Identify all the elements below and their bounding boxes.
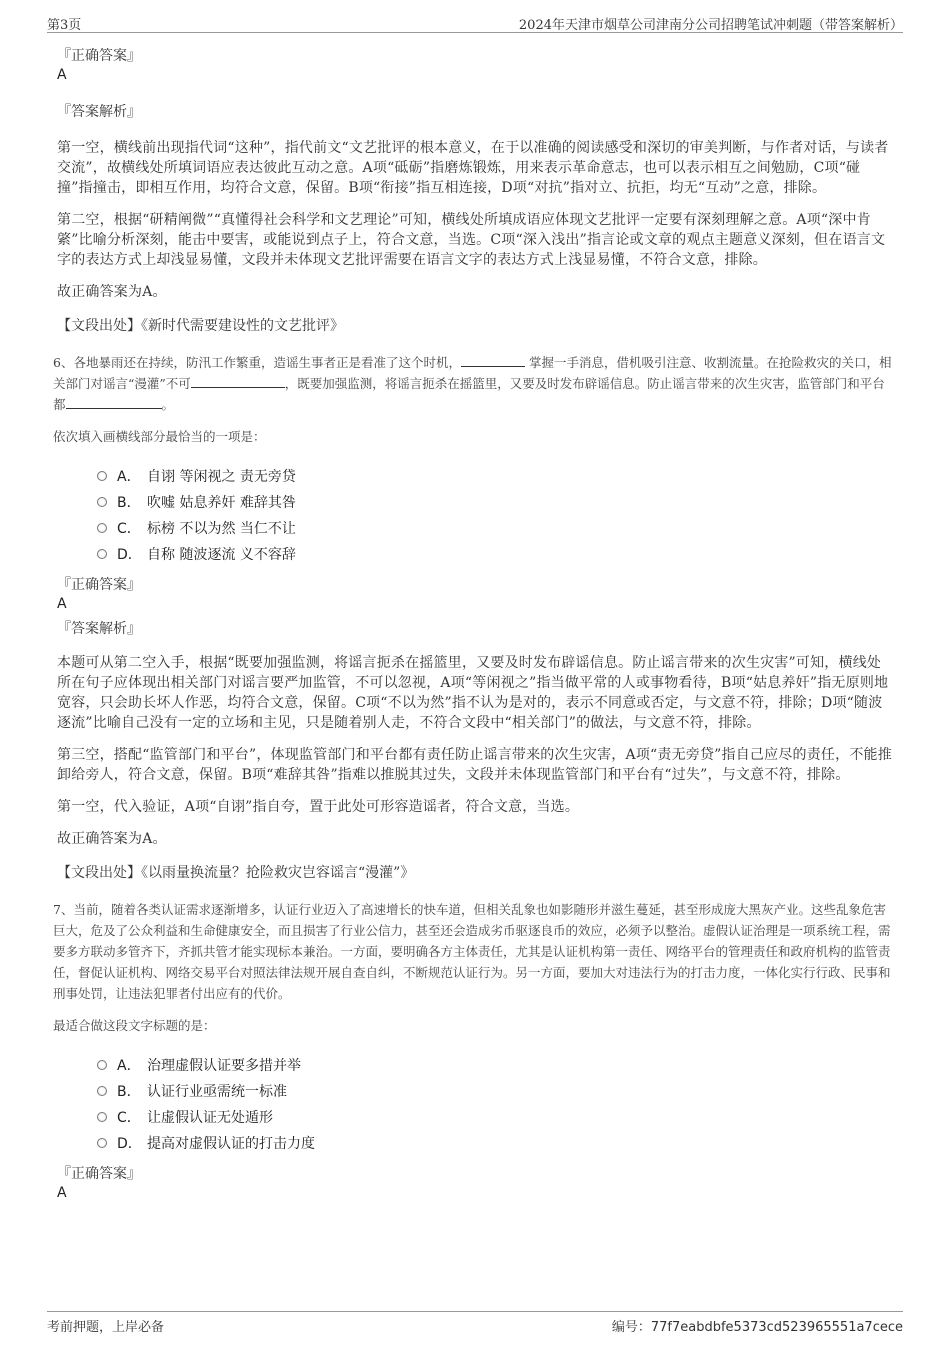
answer-label: 『正确答案』: [57, 577, 141, 593]
stem-text: ，既要加强监测，将谣言扼杀在摇篮里，又要及时发布辟谣信息。防止谣言带来的次生灾害，监管部门和平台都: [53, 376, 885, 412]
source-citation: 【文段出处】《以雨量换流量？抢险救灾岂容谣言“漫灌”》: [57, 865, 415, 881]
analysis-label: 『答案解析』: [57, 621, 141, 637]
blank-line: [191, 373, 285, 388]
question-prompt: 依次填入画横线部分最恰当的一项是：: [53, 429, 266, 444]
option-d[interactable]: D． 自称 随波逐流 义不容辞: [97, 541, 895, 567]
analysis-conclusion: 故正确答案为A。: [57, 831, 167, 847]
answer-label: 『正确答案』: [57, 48, 141, 64]
radio-icon[interactable]: [97, 1112, 107, 1122]
stem-text: 。: [161, 397, 175, 412]
page-number: 第3页: [47, 18, 82, 33]
blank-line: [461, 352, 525, 367]
analysis-paragraph: 第一空，横线前出现指代词“这种”，指代前文“文艺批评的根本意义，在于以准确的阅读感受和深切的审美判断，与作者对话，与读者交流”，故横线处所填词语应表达彼此互动之意。A项“砥砺”指磨炼锻炼，用来表示革命意志，也可以表示相互之间勉励，C项“碰撞”指撞击，即相互作用，均符合文意，保留。B项“衔接”指互相连接，D项“对抗”指对立、抗拒，均无“互动”之意，排除。: [57, 140, 889, 196]
radio-icon[interactable]: [97, 523, 107, 533]
question-stem: [53, 352, 895, 415]
option-c[interactable]: C． 让虚假认证无处遁形: [97, 1104, 895, 1130]
source-citation: 【文段出处】《新时代需要建设性的文艺批评》: [57, 318, 344, 334]
question-prompt: 最适合做这段文字标题的是：: [53, 1018, 216, 1033]
stem-text: 6、各地暴雨还在持续，防汛工作繁重，造谣生事者正是看准了这个时机，: [53, 355, 461, 370]
radio-icon[interactable]: [97, 497, 107, 507]
analysis-paragraph: 本题可从第二空入手，根据“既要加强监测，将谣言扼杀在摇篮里，又要及时发布辟谣信息。防止谣言带来的次生灾害”可知，横线处所在句子应体现出相关部门对谣言要严加监管，不可以忽视，A项“等闲视之”指当做平常的人或事物看待，B项“姑息养奸”指无原则地宽容，只会助长坏人作恶，均符合文意，保留。C项“不以为然”指不认为是对的，表示不同意或否定，与文意不符，排除；D项“随波逐流”比喻自己没有一定的立场和主见，只是随着别人走，不符合文段中“相关部门”的做法，与文意不符，排除。: [57, 655, 889, 731]
answer-value: A: [57, 1185, 67, 1201]
analysis-paragraph: 第三空，搭配“监管部门和平台”，体现监管部门和平台都有责任防止谣言带来的次生灾害，A项“责无旁贷”指自己应尽的责任，不能推卸给旁人，符合文意，保留。B项“难辞其咎”指难以推脱其过失，文段并未体现监管部门和平台有“过失”，与文意不符，排除。: [57, 747, 892, 783]
option-a[interactable]: A． 自诩 等闲视之 责无旁贷: [97, 463, 895, 489]
option-a[interactable]: A． 治理虚假认证要多措并举: [97, 1052, 895, 1078]
option-b[interactable]: B． 认证行业亟需统一标准: [97, 1078, 895, 1104]
radio-icon[interactable]: [97, 1060, 107, 1070]
answer-label: 『正确答案』: [57, 1166, 141, 1182]
document-title: 2024年天津市烟草公司津南分公司招聘笔试冲刺题（带答案解析）: [518, 18, 903, 33]
analysis-paragraph: 第一空，代入验证，A项“自诩”指自夸，置于此处可形容造谣者，符合文意，当选。: [57, 799, 580, 815]
option-b[interactable]: B． 吹嘘 姑息养奸 难辞其咎: [97, 489, 895, 515]
analysis-paragraph: 第二空，根据“研精阐微”“真懂得社会科学和文艺理论”可知，横线处所填成语应体现文艺批评一定要有深刻理解之意。A项“深中肯綮”比喻分析深刻，能击中要害，或能说到点子上，符合文意，当选。C项“深入浅出”指言论或文章的观点主题意义深刻，但在语言文字的表达方式上却浅显易懂，文段并未体现文艺批评需要在语言文字的表达方式上浅显易懂，不符合文意，排除。: [57, 212, 886, 268]
analysis-label: 『答案解析』: [57, 104, 141, 120]
option-list: [97, 1052, 895, 1156]
stem-text: 掌握一手消息，借机吸引注意、收割流量。在抢险救灾的关口，相关部门对谣言“漫灌”不可: [53, 355, 892, 391]
answer-value: A: [57, 596, 67, 612]
radio-icon[interactable]: [97, 1086, 107, 1096]
footer-slogan: 考前押题，上岸必备: [47, 1320, 165, 1335]
document-code: 编号：77f7eabdbfe5373cd523965551a7cece: [611, 1320, 903, 1335]
blank-line: [66, 394, 162, 409]
analysis-conclusion: 故正确答案为A。: [57, 284, 167, 300]
question-stem: 7、当前，随着各类认证需求逐渐增多，认证行业迈入了高速增长的快车道，但相关乱象也如影随形并滋生蔓延，甚至形成庞大黑灰产业。这些乱象危害巨大，危及了公众利益和生命健康安全，而且损害了行业公信力，甚至还会造成劣币驱逐良币的效应，必须予以整治。虚假认证治理是一项系统工程，需要多方联动多管齐下，齐抓共管才能实现标本兼治。一方面，要明确各方主体责任，尤其是认证机构第一责任、网络平台的管理责任和政府机构的监管责任，督促认证机构、网络交易平台对照法律法规开展自查自纠，不断规范认证行为。另一方面，要加大对违法行为的打击力度，一体化实行行政、民事和刑事处罚，让违法犯罪者付出应有的代价。: [53, 902, 891, 1001]
page-header: [47, 10, 903, 33]
main-content: [53, 46, 895, 1208]
page-footer: [47, 1311, 903, 1334]
option-c[interactable]: C． 标榜 不以为然 当仁不让: [97, 515, 895, 541]
option-d[interactable]: D． 提高对虚假认证的打击力度: [97, 1130, 895, 1156]
answer-value: A: [57, 67, 67, 83]
radio-icon[interactable]: [97, 1138, 107, 1148]
option-list: [97, 463, 895, 567]
radio-icon[interactable]: [97, 549, 107, 559]
radio-icon[interactable]: [97, 471, 107, 481]
